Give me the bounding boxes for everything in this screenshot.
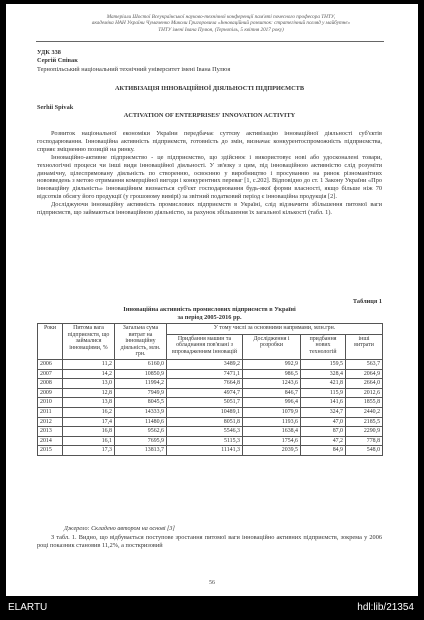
title-en: ACTIVATION OF ENTERPRISES' INNOVATION ACTIVITY: [123, 112, 296, 119]
value-cell: 2039,5: [243, 446, 301, 456]
value-cell: 7695,9: [115, 436, 167, 446]
header-line: ТНТУ імені Івана Пулюя, (Тернопіль, 5 квітня 2017 року): [158, 26, 284, 33]
paragraph: Розвиток національної економіки України передбачає суттєву активізацію інноваційної діяльності суб'єктів господарювання. Інноваційна активність підприємств, готовність до змін, визначає конкурентоспроможність підприємства, сприяє зміцненню позицій на ринку.: [37, 130, 382, 153]
value-cell: 1855,8: [346, 398, 383, 408]
paragraph: З табл. 1. Видно, що відбувається поступове зростання питомої ваги інноваційно активних підприємств, зокрема у 2006 році показник становив 11,2%, а посткризовий: [37, 534, 382, 549]
value-cell: 9562,6: [115, 427, 167, 437]
value-cell: 12,8: [63, 388, 115, 398]
value-cell: 11141,3: [167, 446, 243, 456]
year-cell: 2011: [38, 407, 63, 417]
table-row: [38, 388, 383, 398]
value-cell: 11480,6: [115, 417, 167, 427]
title-ua: АКТИВІЗАЦІЯ ІННОВАЦІЙНОЇ ДІЯЛЬНОСТІ ПІДПРИЄМСТВ: [114, 85, 305, 92]
value-cell: 986,5: [243, 369, 301, 379]
table-source: Джерело: Складено автором на основі [3]: [64, 526, 175, 532]
page-number: 56: [209, 580, 215, 586]
table-row: [38, 407, 383, 417]
document-page: [6, 4, 418, 596]
year-cell: 2013: [38, 427, 63, 437]
value-cell: 7664,8: [167, 379, 243, 389]
header-line: академіка НАН України Чумаченко Миколи Григоровича «Інноваційний розвиток: стратегічний погляд у майбутнє»: [91, 20, 351, 27]
table-row: [38, 427, 383, 437]
table-subtitle: за період 2005-2016 рр.: [177, 314, 242, 321]
value-cell: 2664,0: [346, 379, 383, 389]
value-cell: 778,8: [346, 436, 383, 446]
table-body: [38, 359, 383, 455]
header-other: інші витрати: [346, 334, 383, 359]
value-cell: 14333,9: [115, 407, 167, 417]
value-cell: 8051,8: [167, 417, 243, 427]
running-header: [46, 14, 396, 33]
value-cell: 1754,6: [243, 436, 301, 446]
value-cell: 846,7: [243, 388, 301, 398]
value-cell: 13,8: [63, 398, 115, 408]
table-row: [38, 446, 383, 456]
year-cell: 2015: [38, 446, 63, 456]
body-text-continued: [37, 534, 382, 550]
value-cell: 115,9: [301, 388, 346, 398]
value-cell: 13813,7: [115, 446, 167, 456]
value-cell: 2185,5: [346, 417, 383, 427]
value-cell: 11,2: [63, 359, 115, 369]
value-cell: 47,0: [301, 417, 346, 427]
value-cell: 7949,9: [115, 388, 167, 398]
table-row: [38, 379, 383, 389]
value-cell: 2290,9: [346, 427, 383, 437]
value-cell: 17,4: [63, 417, 115, 427]
paragraph: Інноваційно-активне підприємство - це підприємство, що здійснює і використовує нові або удосконалені товари, технологічні процеси чи інші види інноваційної діяльності. У зв'язку з цим, під інноваційною активністю слід розуміти динамічну, цілеспрямовану діяльність по створенню, освоєнню у виробництво і просуванню на ринок різноманітних нововведень з метою отримання комерційної вигоди і конкурентних переваг [1, с.202]. Відповідно до ст. 1 Закону України «Про інноваційну діяльність» інноваційним визнається суб'єкт господарювання будь-якої форми власності, якщо більше ніж 70 відсотків обсягу його продукції (у грошовому вимірі) за звітний податковий період є інноваційна продукція [2].: [37, 153, 382, 201]
value-cell: 13,0: [63, 379, 115, 389]
table-row: [38, 436, 383, 446]
value-cell: 328,4: [301, 369, 346, 379]
footer-repository-label: ELARTU: [8, 602, 48, 613]
value-cell: 16,8: [63, 427, 115, 437]
value-cell: 10489,1: [167, 407, 243, 417]
table-number: Таблиця 1: [352, 298, 382, 305]
value-cell: 6160,0: [115, 359, 167, 369]
value-cell: 1243,6: [243, 379, 301, 389]
value-cell: 5546,3: [167, 427, 243, 437]
year-cell: 2014: [38, 436, 63, 446]
table-row: [38, 359, 383, 369]
table-title: Інноваційна активність промислових підприємств в Україні: [123, 306, 296, 313]
value-cell: 16,1: [63, 436, 115, 446]
value-cell: 5115,3: [167, 436, 243, 446]
value-cell: 4974,7: [167, 388, 243, 398]
value-cell: 2440,2: [346, 407, 383, 417]
value-cell: 996,4: [243, 398, 301, 408]
innovation-table: [37, 323, 383, 456]
value-cell: 421,8: [301, 379, 346, 389]
value-cell: 11994,2: [115, 379, 167, 389]
value-cell: 87,0: [301, 427, 346, 437]
value-cell: 548,0: [346, 446, 383, 456]
header-line: Матеріали Шостої Всеукраїнської науково-технічної конференції пам'яті почесного професора ТНТУ,: [106, 14, 336, 20]
value-cell: 84,9: [301, 446, 346, 456]
value-cell: 1079,9: [243, 407, 301, 417]
header-years: Роки: [38, 324, 63, 360]
value-cell: 1638,4: [243, 427, 301, 437]
value-cell: 14,2: [63, 369, 115, 379]
value-cell: 8045,5: [115, 398, 167, 408]
year-cell: 2012: [38, 417, 63, 427]
paragraph: Досліджуючи інноваційну активність промислових підприємств в Україні, слід відзначити збільшення питомої ваги підприємств, що займаються інноваційною діяльністю, за рахунок збільшення їх загальної кількості (табл. 1).: [37, 201, 382, 217]
value-cell: 992,9: [243, 359, 301, 369]
value-cell: 16,2: [63, 407, 115, 417]
value-cell: 141,6: [301, 398, 346, 408]
header-total: Загальна сума витрат на інноваційну діяльність, млн. грн.: [115, 324, 167, 360]
value-cell: 17,3: [63, 446, 115, 456]
author-en: Serhii Spivak: [37, 104, 74, 111]
header-machinery: Придбання машин та обладнання пов'язані з впровадженням інновацій: [167, 334, 243, 359]
header-share: Питома вага підприємств, що займалися інноваціями, %: [63, 324, 115, 360]
table-row: [38, 369, 383, 379]
table-row: [38, 398, 383, 408]
value-cell: 10850,9: [115, 369, 167, 379]
year-cell: 2010: [38, 398, 63, 408]
value-cell: 324,7: [301, 407, 346, 417]
header-group: У тому числі за основними напрямами, млн.грн.: [167, 324, 383, 335]
value-cell: 7471,1: [167, 369, 243, 379]
header-technologies: придбання нових технологій: [301, 334, 346, 359]
value-cell: 1193,6: [243, 417, 301, 427]
year-cell: 2009: [38, 388, 63, 398]
year-cell: 2006: [38, 359, 63, 369]
value-cell: 563,7: [346, 359, 383, 369]
value-cell: 2064,9: [346, 369, 383, 379]
body-text: [37, 130, 382, 217]
value-cell: 47,2: [301, 436, 346, 446]
header-rule: [36, 41, 384, 42]
year-cell: 2007: [38, 369, 63, 379]
affiliation-ua: Тернопільський національний технічний університет імені Івана Пулюя: [37, 65, 231, 73]
udk-code: УДК 338: [37, 49, 61, 56]
value-cell: 3489,2: [167, 359, 243, 369]
year-cell: 2008: [38, 379, 63, 389]
value-cell: 159,5: [301, 359, 346, 369]
value-cell: 5051,7: [167, 398, 243, 408]
header-research: Дослідження і розробки: [243, 334, 301, 359]
footer-handle-link[interactable]: hdl:lib/21354: [357, 602, 414, 613]
value-cell: 2012,6: [346, 388, 383, 398]
table-row: [38, 417, 383, 427]
author-ua: Сергій Співак: [37, 57, 78, 64]
